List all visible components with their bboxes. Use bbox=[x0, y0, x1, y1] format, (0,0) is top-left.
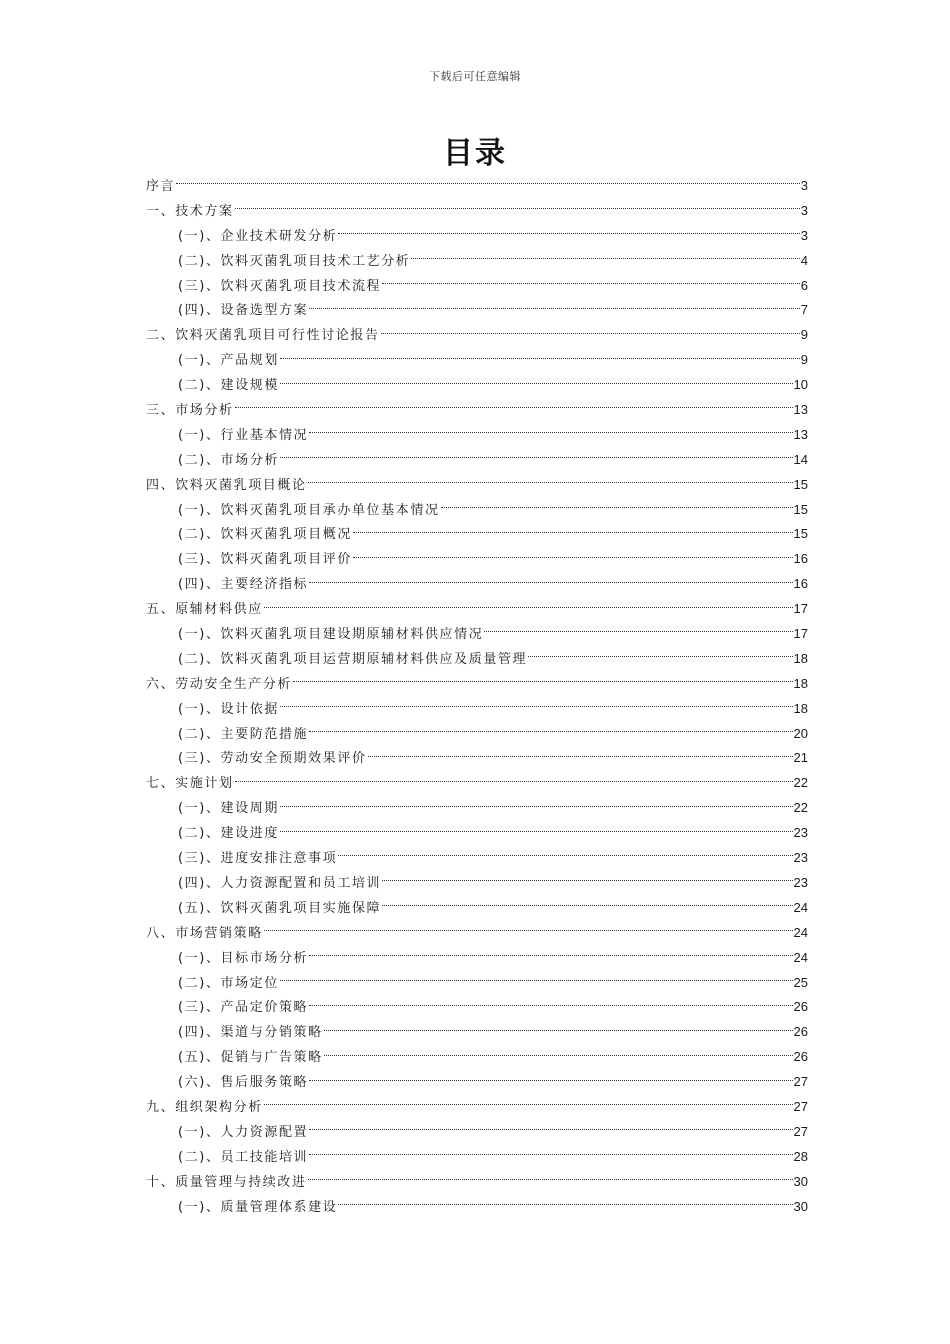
toc-dot-leader bbox=[382, 904, 792, 906]
toc-dot-leader bbox=[280, 979, 793, 981]
toc-subsection-entry[interactable] bbox=[146, 224, 808, 249]
toc-page-number: 3 bbox=[800, 202, 808, 218]
toc-entry-label: (一)、行业基本情况 bbox=[178, 427, 309, 443]
toc-entry-label: (五)、饮料灭菌乳项目实施保障 bbox=[178, 900, 382, 916]
toc-subsection-entry[interactable] bbox=[146, 1070, 808, 1095]
toc-dot-leader bbox=[324, 1029, 793, 1031]
toc-page-number: 28 bbox=[793, 1148, 808, 1164]
toc-dot-leader bbox=[338, 1203, 792, 1205]
toc-entry-label: (一)、建设周期 bbox=[178, 801, 279, 817]
toc-page-number: 7 bbox=[800, 302, 808, 318]
toc-entry-label: (二)、建设规模 bbox=[178, 378, 279, 394]
toc-subsection-entry[interactable] bbox=[146, 547, 808, 572]
toc-entry-label: 一、技术方案 bbox=[146, 203, 234, 219]
toc-dot-leader bbox=[309, 1079, 792, 1081]
toc-section-entry[interactable] bbox=[146, 1170, 808, 1195]
toc-dot-leader bbox=[309, 1128, 792, 1130]
toc-entry-label: (三)、劳动安全预期效果评价 bbox=[178, 751, 367, 767]
toc-page-number: 15 bbox=[793, 476, 808, 492]
toc-subsection-entry[interactable] bbox=[146, 572, 808, 597]
header-note: 下载后可任意编辑 bbox=[429, 70, 521, 83]
toc-subsection-entry[interactable] bbox=[146, 423, 808, 448]
toc-dot-leader bbox=[308, 481, 793, 483]
toc-subsection-entry[interactable] bbox=[146, 1145, 808, 1170]
toc-page-number: 13 bbox=[793, 402, 808, 418]
toc-page-number: 30 bbox=[793, 1173, 808, 1189]
toc-entry-label: (二)、建设进度 bbox=[178, 826, 279, 842]
toc-page-number: 26 bbox=[793, 999, 808, 1015]
toc-entry-label: (三)、进度安排注意事项 bbox=[178, 851, 338, 867]
toc-entry-label: (三)、产品定价策略 bbox=[178, 1000, 309, 1016]
toc-page-number: 16 bbox=[793, 551, 808, 567]
toc-page-number: 22 bbox=[793, 800, 808, 816]
toc-dot-leader bbox=[235, 207, 800, 209]
toc-section-entry[interactable] bbox=[146, 672, 808, 697]
toc-page-number: 27 bbox=[793, 1123, 808, 1139]
toc-subsection-entry[interactable] bbox=[146, 1120, 808, 1145]
toc-dot-leader bbox=[280, 830, 793, 832]
toc-subsection-entry[interactable] bbox=[146, 846, 808, 871]
toc-entry-label: (三)、饮料灭菌乳项目技术流程 bbox=[178, 278, 382, 294]
toc-section-entry[interactable] bbox=[146, 174, 808, 199]
toc-subsection-entry[interactable] bbox=[146, 448, 808, 473]
toc-dot-leader bbox=[264, 929, 793, 931]
toc-page-number: 10 bbox=[793, 377, 808, 393]
toc-subsection-entry[interactable] bbox=[146, 796, 808, 821]
toc-page-number: 18 bbox=[793, 650, 808, 666]
toc-subsection-entry[interactable] bbox=[146, 946, 808, 971]
toc-dot-leader bbox=[280, 805, 793, 807]
toc-page-number: 23 bbox=[793, 874, 808, 890]
toc-entry-label: (二)、主要防范措施 bbox=[178, 726, 309, 742]
toc-page-number: 30 bbox=[793, 1198, 808, 1214]
toc-page-number: 18 bbox=[793, 675, 808, 691]
toc-page-number: 9 bbox=[800, 352, 808, 368]
toc-entry-label: 十、质量管理与持续改进 bbox=[146, 1174, 307, 1190]
toc-dot-leader bbox=[235, 406, 793, 408]
toc-page-number: 24 bbox=[793, 899, 808, 915]
toc-subsection-entry[interactable] bbox=[146, 249, 808, 274]
toc-entry-label: 三、市场分析 bbox=[146, 403, 234, 419]
toc-entry-label: (六)、售后服务策略 bbox=[178, 1075, 309, 1091]
toc-subsection-entry[interactable] bbox=[146, 298, 808, 323]
toc-page-number: 26 bbox=[793, 1049, 808, 1065]
toc-subsection-entry[interactable] bbox=[146, 697, 808, 722]
toc-subsection-entry[interactable] bbox=[146, 821, 808, 846]
toc-entry-label: (一)、企业技术研发分析 bbox=[178, 228, 338, 244]
toc-page-number: 15 bbox=[793, 501, 808, 517]
toc-dot-leader bbox=[382, 879, 792, 881]
toc-dot-leader bbox=[264, 1103, 793, 1105]
toc-dot-leader bbox=[309, 1004, 792, 1006]
toc-page-number: 17 bbox=[793, 601, 808, 617]
toc-entry-label: 四、饮料灭菌乳项目概论 bbox=[146, 477, 307, 493]
toc-dot-leader bbox=[176, 182, 800, 184]
toc-subsection-entry[interactable] bbox=[146, 498, 808, 523]
toc-entry-label: (二)、饮料灭菌乳项目技术工艺分析 bbox=[178, 253, 411, 269]
toc-entry-label: 九、组织架构分析 bbox=[146, 1099, 263, 1115]
toc-dot-leader bbox=[441, 506, 793, 508]
toc-section-entry[interactable] bbox=[146, 597, 808, 622]
toc-entry-label: (一)、人力资源配置 bbox=[178, 1124, 309, 1140]
toc-dot-leader bbox=[280, 705, 793, 707]
toc-entry-label: (二)、员工技能培训 bbox=[178, 1149, 309, 1165]
toc-subsection-entry[interactable] bbox=[146, 274, 808, 299]
toc-subsection-entry[interactable] bbox=[146, 995, 808, 1020]
toc-dot-leader bbox=[309, 730, 792, 732]
toc-dot-leader bbox=[308, 1178, 793, 1180]
toc-section-entry[interactable] bbox=[146, 473, 808, 498]
toc-section-entry[interactable] bbox=[146, 323, 808, 348]
toc-section-entry[interactable] bbox=[146, 199, 808, 224]
toc-page-number: 23 bbox=[793, 825, 808, 841]
toc-entry-label: (二)、市场定位 bbox=[178, 975, 279, 991]
toc-page-number: 26 bbox=[793, 1024, 808, 1040]
toc-page-number: 6 bbox=[800, 277, 808, 293]
toc-dot-leader bbox=[280, 382, 793, 384]
toc-page-number: 23 bbox=[793, 850, 808, 866]
toc-entry-label: (一)、产品规划 bbox=[178, 353, 279, 369]
toc-page-number: 20 bbox=[793, 725, 808, 741]
toc-page-number: 24 bbox=[793, 924, 808, 940]
toc-subsection-entry[interactable] bbox=[146, 871, 808, 896]
toc-page-number: 9 bbox=[800, 327, 808, 343]
toc-dot-leader bbox=[309, 1153, 792, 1155]
toc-page-number: 27 bbox=[793, 1098, 808, 1114]
toc-dot-leader bbox=[382, 282, 800, 284]
toc-entry-label: (五)、促销与广告策略 bbox=[178, 1050, 323, 1066]
toc-page-number: 4 bbox=[800, 252, 808, 268]
toc-entry-label: 二、饮料灭菌乳项目可行性讨论报告 bbox=[146, 328, 380, 344]
toc-page-number: 14 bbox=[793, 451, 808, 467]
toc-dot-leader bbox=[353, 556, 793, 558]
toc-entry-label: 八、市场营销策略 bbox=[146, 925, 263, 941]
toc-dot-leader bbox=[293, 680, 793, 682]
toc-subsection-entry[interactable] bbox=[146, 746, 808, 771]
toc-dot-leader bbox=[235, 780, 793, 782]
toc-dot-leader bbox=[338, 854, 792, 856]
toc-dot-leader bbox=[309, 954, 792, 956]
toc-dot-leader bbox=[368, 755, 793, 757]
table-of-contents bbox=[146, 174, 808, 1219]
toc-page-number: 25 bbox=[793, 974, 808, 990]
page-title: 目录 bbox=[443, 136, 507, 171]
toc-entry-label: (一)、质量管理体系建设 bbox=[178, 1199, 338, 1215]
toc-page-number: 15 bbox=[793, 526, 808, 542]
toc-subsection-entry[interactable] bbox=[146, 522, 808, 547]
toc-entry-label: 序言 bbox=[146, 179, 176, 194]
toc-entry-label: (四)、设备选型方案 bbox=[178, 303, 309, 319]
toc-page-number: 16 bbox=[793, 576, 808, 592]
toc-section-entry[interactable] bbox=[146, 1095, 808, 1120]
toc-section-entry[interactable] bbox=[146, 398, 808, 423]
toc-subsection-entry[interactable] bbox=[146, 622, 808, 647]
toc-page-number: 21 bbox=[793, 750, 808, 766]
toc-dot-leader bbox=[484, 630, 792, 632]
toc-page-number: 27 bbox=[793, 1074, 808, 1090]
toc-dot-leader bbox=[381, 332, 800, 334]
toc-section-entry[interactable] bbox=[146, 771, 808, 796]
toc-subsection-entry[interactable] bbox=[146, 373, 808, 398]
toc-dot-leader bbox=[353, 531, 793, 533]
toc-dot-leader bbox=[309, 431, 792, 433]
toc-dot-leader bbox=[411, 257, 799, 259]
toc-page-number: 3 bbox=[800, 178, 808, 193]
toc-page-number: 3 bbox=[800, 227, 808, 243]
toc-subsection-entry[interactable] bbox=[146, 647, 808, 672]
toc-subsection-entry[interactable] bbox=[146, 1045, 808, 1070]
toc-entry-label: (三)、饮料灭菌乳项目评价 bbox=[178, 552, 352, 568]
toc-page-number: 13 bbox=[793, 426, 808, 442]
toc-page-number: 17 bbox=[793, 626, 808, 642]
toc-page-number: 18 bbox=[793, 700, 808, 716]
toc-entry-label: (二)、市场分析 bbox=[178, 452, 279, 468]
toc-dot-leader bbox=[309, 307, 800, 309]
toc-subsection-entry[interactable] bbox=[146, 722, 808, 747]
toc-dot-leader bbox=[280, 456, 793, 458]
toc-dot-leader bbox=[309, 581, 792, 583]
toc-entry-label: 六、劳动安全生产分析 bbox=[146, 676, 293, 692]
toc-subsection-entry[interactable] bbox=[146, 1195, 808, 1220]
toc-subsection-entry[interactable] bbox=[146, 348, 808, 373]
toc-dot-leader bbox=[338, 232, 799, 234]
toc-entry-label: (一)、饮料灭菌乳项目承办单位基本情况 bbox=[178, 502, 440, 518]
toc-entry-label: (四)、人力资源配置和员工培训 bbox=[178, 875, 382, 891]
toc-dot-leader bbox=[264, 606, 793, 608]
toc-subsection-entry[interactable] bbox=[146, 1020, 808, 1045]
toc-page-number: 22 bbox=[793, 775, 808, 791]
toc-subsection-entry[interactable] bbox=[146, 971, 808, 996]
toc-subsection-entry[interactable] bbox=[146, 896, 808, 921]
toc-dot-leader bbox=[528, 655, 792, 657]
toc-entry-label: (一)、饮料灭菌乳项目建设期原辅材料供应情况 bbox=[178, 627, 484, 643]
toc-entry-label: 五、原辅材料供应 bbox=[146, 602, 263, 618]
toc-entry-label: (二)、饮料灭菌乳项目概况 bbox=[178, 527, 352, 543]
toc-section-entry[interactable] bbox=[146, 921, 808, 946]
toc-dot-leader bbox=[324, 1054, 793, 1056]
toc-dot-leader bbox=[280, 357, 800, 359]
toc-page-number: 24 bbox=[793, 949, 808, 965]
toc-entry-label: (四)、主要经济指标 bbox=[178, 577, 309, 593]
toc-entry-label: 七、实施计划 bbox=[146, 776, 234, 792]
toc-entry-label: (二)、饮料灭菌乳项目运营期原辅材料供应及质量管理 bbox=[178, 651, 528, 667]
toc-entry-label: (一)、设计依据 bbox=[178, 701, 279, 717]
toc-entry-label: (一)、目标市场分析 bbox=[178, 950, 309, 966]
toc-entry-label: (四)、渠道与分销策略 bbox=[178, 1025, 323, 1041]
